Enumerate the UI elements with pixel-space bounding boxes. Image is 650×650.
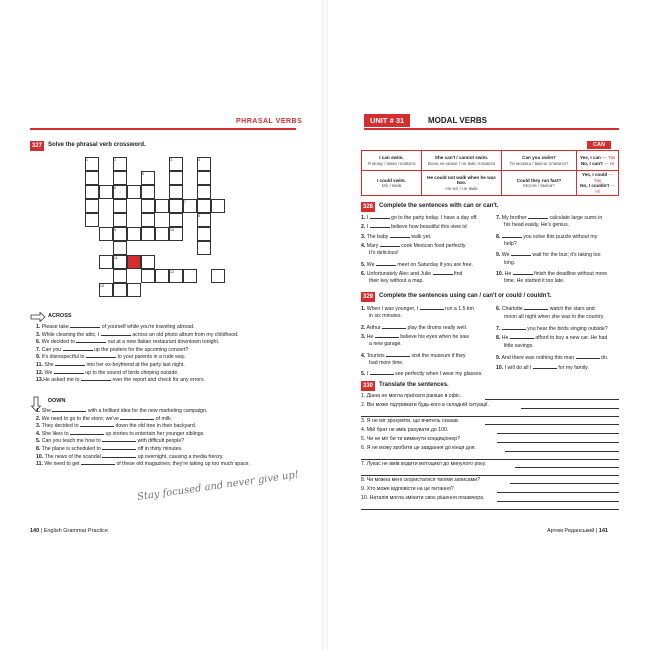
item-number: 6. bbox=[496, 306, 501, 312]
table-cell: Yes, I could — Так No, I couldn't — Ні bbox=[577, 171, 619, 196]
answer-blank[interactable] bbox=[54, 368, 84, 374]
clue-number: 13. bbox=[36, 377, 44, 384]
clue-text-end: into her ex-boyfriend at the party last night. bbox=[85, 362, 185, 368]
answer-line[interactable] bbox=[505, 451, 619, 452]
crossword-cell[interactable] bbox=[113, 171, 127, 185]
answer-line[interactable] bbox=[485, 399, 619, 400]
item-text-continued: time. He started it too late. bbox=[504, 278, 565, 285]
item-number: 8. bbox=[496, 335, 501, 342]
page-number: 141 bbox=[598, 528, 608, 534]
exercise-item bbox=[496, 353, 608, 362]
exercise-item bbox=[369, 313, 402, 320]
right-page bbox=[325, 0, 650, 650]
item-number: 4. bbox=[361, 352, 366, 359]
answer-blank[interactable] bbox=[433, 269, 453, 275]
clue-number: 7. bbox=[36, 346, 41, 353]
item-text-end: cook Mexican food perfectly. bbox=[399, 242, 467, 249]
answer-blank[interactable] bbox=[81, 459, 115, 465]
exercise-item bbox=[369, 360, 404, 367]
clue-text-end: with a brilliant idea for the new marketing campaign. bbox=[86, 408, 208, 414]
exercise-item bbox=[504, 278, 565, 285]
item-text-start: I bbox=[365, 215, 370, 221]
crossword-cell[interactable] bbox=[197, 171, 211, 185]
item-text-start: Unfortunately Alec and Julie bbox=[365, 270, 433, 277]
exercise-item bbox=[496, 250, 601, 259]
clue-number: 2. bbox=[36, 415, 41, 422]
clue-text-start: We decided to bbox=[40, 339, 77, 346]
item-text-continued: their key without a map. bbox=[369, 278, 424, 285]
crossword-clue-number: 10 bbox=[170, 227, 174, 232]
item-text-end: wait for the bus; it's taking too bbox=[530, 252, 601, 259]
answer-blank[interactable] bbox=[502, 232, 522, 238]
answer-line[interactable] bbox=[521, 408, 619, 409]
clue-number: 1. bbox=[36, 408, 41, 414]
left-footer: 140 | English Grammar Practice bbox=[30, 528, 108, 534]
exercise-title-328: Complete the sentences with can or can't. bbox=[379, 203, 499, 209]
crossword-cell[interactable] bbox=[141, 227, 155, 241]
clue-number: 11. bbox=[36, 461, 43, 468]
clue-text-end: to your parents in a rude way. bbox=[116, 354, 186, 361]
crossword-cell[interactable] bbox=[211, 269, 225, 283]
answer-line[interactable] bbox=[515, 467, 619, 468]
clue-text-start: She bbox=[40, 408, 53, 414]
answer-line[interactable] bbox=[497, 501, 619, 502]
answer-blank[interactable] bbox=[370, 213, 390, 219]
page-number: 140 bbox=[30, 528, 40, 534]
exercise-item bbox=[504, 260, 515, 267]
crossword-cell[interactable] bbox=[127, 255, 141, 269]
table-cell: Could they run fast? Могли / вміли? bbox=[502, 171, 577, 196]
crossword-cell[interactable] bbox=[169, 171, 183, 185]
item-text-end: walk yet. bbox=[409, 233, 432, 240]
answer-blank[interactable] bbox=[370, 222, 390, 228]
item-number: 6. bbox=[361, 270, 366, 277]
exercise-item bbox=[361, 241, 467, 250]
item-number: 8. bbox=[496, 233, 501, 240]
answer-line[interactable] bbox=[361, 416, 619, 417]
clue-text-start: We bbox=[43, 369, 54, 376]
crossword-cell[interactable] bbox=[113, 241, 127, 255]
clue-text-end: up the posters for the upcoming concert? bbox=[92, 346, 189, 353]
item-number: 2. bbox=[361, 324, 366, 331]
item-number: 10. bbox=[496, 364, 504, 371]
answer-line[interactable] bbox=[510, 483, 619, 484]
crossword-cell[interactable] bbox=[197, 199, 211, 213]
item-number: 3. bbox=[361, 233, 366, 240]
answer-blank[interactable] bbox=[510, 333, 534, 339]
crossword-cell[interactable] bbox=[155, 227, 169, 241]
table-cell: I can swim. Я можу / вмію плавати bbox=[362, 151, 422, 171]
answer-line[interactable] bbox=[497, 492, 619, 493]
item-text-start: When I was younger, I bbox=[365, 306, 420, 312]
translate-sentence: 7. Лукас не вмів водити мотоцикл до минулого року. bbox=[361, 461, 487, 467]
item-text-end: calculate large sums in bbox=[548, 215, 603, 221]
item-text-end: do. bbox=[599, 355, 609, 361]
crossword-clue-number: 13 bbox=[100, 283, 104, 288]
answer-blank[interactable] bbox=[511, 250, 531, 256]
exercise-item bbox=[361, 269, 462, 278]
item-text-start: Charlotte bbox=[500, 306, 525, 312]
table-cell: Can you swim? Ти можеш / вмієш плавати? bbox=[502, 151, 577, 171]
crossword-clue-number: 7 bbox=[184, 199, 186, 204]
crossword-clue-number: 1 bbox=[86, 157, 88, 162]
answer-blank[interactable] bbox=[380, 241, 400, 247]
answer-line[interactable] bbox=[497, 442, 619, 443]
answer-blank[interactable] bbox=[376, 260, 396, 266]
item-number: 1. bbox=[361, 215, 366, 221]
clue-text-start: Can you bbox=[40, 346, 63, 353]
item-text-end: for my family. bbox=[556, 364, 589, 371]
answer-blank[interactable] bbox=[533, 363, 557, 369]
crossword-cell[interactable] bbox=[99, 227, 113, 241]
item-text-continued: had more time. bbox=[369, 359, 404, 366]
item-number: 3. bbox=[361, 333, 366, 340]
answer-blank[interactable] bbox=[102, 436, 136, 442]
exercise-number-329: 329 bbox=[363, 294, 374, 300]
clue-item bbox=[36, 375, 205, 384]
translate-sentence: 10. Наталія могла змінити своє рішення позавчора. bbox=[361, 495, 485, 501]
exercise-item bbox=[504, 343, 534, 350]
answer-blank[interactable] bbox=[76, 337, 106, 343]
item-text-end: you hear the birds singing outside? bbox=[525, 325, 608, 332]
item-text-continued: in six minutes. bbox=[369, 313, 402, 320]
item-text-end: play the drums really well. bbox=[406, 324, 468, 331]
crossword-cell[interactable] bbox=[85, 185, 99, 199]
clue-text-start: He asked me to bbox=[43, 377, 81, 384]
exercise-item bbox=[369, 278, 424, 285]
answer-blank[interactable] bbox=[81, 375, 111, 381]
exercise-item bbox=[496, 213, 602, 222]
table-cell: She can't / cannot swim. Вона не може / не вміє плавати bbox=[422, 151, 502, 171]
item-text-continued: long. bbox=[504, 259, 516, 266]
clue-number: 1. bbox=[36, 324, 41, 330]
crossword-cell[interactable] bbox=[127, 283, 141, 297]
exercise-number-330: 330 bbox=[363, 383, 374, 389]
item-text-end: meet on Saturday if you are free. bbox=[395, 261, 473, 268]
crossword-clue-number: 5 bbox=[142, 171, 144, 176]
item-text-continued: little savings. bbox=[504, 343, 534, 350]
table-row bbox=[362, 151, 619, 171]
clue-text-end: out at a new Italian restaurant downtown tonight. bbox=[106, 339, 220, 346]
exercise-number-328: 328 bbox=[363, 204, 374, 210]
item-text-start: He bbox=[500, 335, 510, 342]
exercise-title-330: Translate the sentences. bbox=[379, 382, 449, 388]
item-number: 4. bbox=[361, 242, 366, 249]
crossword-cell[interactable] bbox=[169, 199, 183, 213]
clue-text-start: The news of the scandal bbox=[43, 453, 103, 460]
clue-text-end: up to the sound of birds chirping outside. bbox=[83, 369, 179, 376]
unit-title: MODAL VERBS bbox=[428, 116, 487, 125]
crossword-cell[interactable] bbox=[127, 227, 141, 241]
clue-number: 4. bbox=[36, 430, 41, 437]
item-text-start: The baby bbox=[365, 233, 390, 240]
crossword-cell[interactable] bbox=[155, 269, 169, 283]
crossword-cell[interactable] bbox=[113, 269, 127, 283]
exercise-item bbox=[496, 363, 589, 372]
answer-blank[interactable] bbox=[502, 324, 526, 330]
answer-blank[interactable] bbox=[55, 360, 85, 366]
exercise-item bbox=[496, 304, 595, 313]
item-text-end: believe his eyes when he saw bbox=[398, 333, 469, 340]
item-text-start: I will do all I bbox=[503, 364, 533, 371]
clue-text-end: over the report and check for any errors. bbox=[111, 377, 205, 384]
clue-text-start: It's disrespectful to bbox=[40, 354, 87, 361]
answer-blank[interactable] bbox=[70, 322, 100, 328]
clue-text-start: They decided to bbox=[40, 423, 81, 430]
crossword-clue-number: 9 bbox=[114, 227, 116, 232]
crossword-cell[interactable] bbox=[99, 185, 113, 199]
answer-line[interactable] bbox=[361, 459, 619, 460]
exercise-item bbox=[361, 369, 483, 378]
exercise-item bbox=[361, 332, 469, 341]
item-text-end: find bbox=[452, 270, 463, 277]
crossword-cell[interactable] bbox=[183, 269, 197, 283]
item-text-end: watch the stars and bbox=[548, 306, 595, 312]
clue-number: 5. bbox=[36, 438, 41, 445]
crossword-cell[interactable] bbox=[141, 213, 155, 227]
item-number: 5. bbox=[361, 371, 366, 378]
translate-sentence: 6. Я не можу зробити це завдання до кінця дня. bbox=[361, 445, 476, 451]
answer-blank[interactable] bbox=[524, 304, 548, 310]
answer-blank[interactable] bbox=[382, 323, 406, 329]
exercise-item bbox=[369, 250, 399, 257]
crossword-cell[interactable] bbox=[85, 199, 99, 213]
table-row bbox=[362, 171, 619, 196]
translate-sentence: 1. Діана не могла приїхати раніше в офіс. bbox=[361, 393, 462, 399]
translate-sentence: 2. Він може підтримати будь-кого в складній ситуації. bbox=[361, 402, 489, 408]
clue-text-end: up overnight, causing a media frenzy. bbox=[136, 453, 224, 460]
table-cell: I could swim. Міг / вмів bbox=[362, 171, 422, 196]
crossword-cell[interactable] bbox=[141, 185, 155, 199]
exercise-title-329: Complete the sentences using can / can't or could / couldn't. bbox=[379, 293, 552, 299]
clue-text-end: across an old photo album from my childhood. bbox=[130, 331, 239, 338]
clue-text-end: of yourself while you're traveling abroad. bbox=[100, 324, 195, 330]
clue-number: 3. bbox=[36, 423, 41, 430]
item-text-start: My brother bbox=[500, 215, 529, 221]
exercise-item bbox=[504, 222, 569, 229]
exercise-item bbox=[369, 341, 402, 348]
crossword-cell[interactable] bbox=[197, 227, 211, 241]
answer-blank[interactable] bbox=[386, 351, 410, 357]
crossword-clue-number: 4 bbox=[198, 157, 200, 162]
item-text-end: visit the museum if they bbox=[410, 352, 466, 359]
crossword-clue-number: 3 bbox=[170, 157, 172, 162]
item-text-continued: his head easily. He's genius. bbox=[504, 222, 570, 229]
exercise-title-327: Solve the phrasal verb crossword. bbox=[48, 142, 146, 148]
item-text-continued: help? bbox=[504, 240, 517, 247]
translate-sentence: 3. Я не міг зрозуміти, що вчитель сказав. bbox=[361, 418, 460, 424]
item-text-start: Mary bbox=[365, 242, 380, 249]
exercise-item bbox=[496, 232, 597, 241]
clue-number: 6. bbox=[36, 339, 41, 346]
exercise-item bbox=[361, 323, 467, 332]
clue-text-end: up stories to entertain her younger siblings. bbox=[104, 430, 205, 437]
clue-text-start: While cleaning the attic, I bbox=[40, 331, 101, 338]
crossword-cell[interactable] bbox=[141, 269, 155, 283]
crossword-cell[interactable] bbox=[127, 185, 141, 199]
crossword-clue-number: 2 bbox=[114, 157, 116, 162]
item-text-start: I bbox=[365, 224, 370, 231]
book-title: English Grammar Practice bbox=[43, 528, 108, 534]
item-number: 5. bbox=[361, 261, 366, 268]
clue-text-start: She likes to bbox=[40, 430, 71, 437]
answer-blank[interactable] bbox=[70, 429, 104, 435]
item-text-start: We bbox=[500, 252, 511, 259]
answer-line[interactable] bbox=[497, 433, 619, 434]
exercise-item bbox=[361, 304, 474, 313]
item-number: 9. bbox=[496, 252, 501, 259]
item-text-end: you solve this puzzle without my bbox=[521, 233, 598, 240]
exercise-item bbox=[361, 222, 468, 231]
answer-blank[interactable] bbox=[63, 345, 93, 351]
clue-number: 12. bbox=[36, 369, 44, 376]
crossword-cell[interactable] bbox=[211, 199, 225, 213]
clue-text-start: Can you teach me how to bbox=[40, 438, 103, 445]
arrow-right-icon bbox=[30, 312, 46, 322]
exercise-number-327: 327 bbox=[32, 143, 43, 149]
crossword-cell[interactable] bbox=[85, 171, 99, 185]
crossword-cell[interactable] bbox=[85, 213, 99, 227]
crossword-cell[interactable] bbox=[113, 199, 127, 213]
header-rule bbox=[30, 128, 296, 130]
item-text-start: He bbox=[365, 333, 375, 340]
clue-number: 10. bbox=[36, 453, 44, 460]
crossword-cell[interactable] bbox=[169, 185, 183, 199]
crossword-cell[interactable] bbox=[113, 213, 127, 227]
clue-text-start: Please take bbox=[40, 324, 71, 330]
crossword-cell[interactable] bbox=[113, 283, 127, 297]
can-tab: CAN bbox=[587, 141, 611, 149]
crossword-cell[interactable] bbox=[99, 255, 113, 269]
answer-blank[interactable] bbox=[102, 444, 136, 450]
table-cell: He could not walk when he was two. Не міг / не вмів bbox=[422, 171, 502, 196]
item-number: 7. bbox=[496, 215, 501, 221]
item-text-start: He bbox=[503, 270, 513, 277]
item-number: 7. bbox=[496, 325, 501, 332]
answer-blank[interactable] bbox=[420, 304, 444, 310]
item-text-end: run a 1.5 km bbox=[443, 306, 474, 312]
item-number: 2. bbox=[361, 224, 366, 231]
answer-line[interactable] bbox=[361, 475, 619, 476]
crossword-clue-number: 8 bbox=[198, 213, 200, 218]
item-text-end: afford to buy a new car. He had bbox=[533, 335, 608, 342]
answer-blank[interactable] bbox=[86, 352, 116, 358]
clue-text-start: She bbox=[42, 362, 56, 368]
answer-blank[interactable] bbox=[513, 269, 533, 275]
translate-sentence: 8. Чи можна мені скористатися твоїми записами? bbox=[361, 477, 481, 483]
item-text-start: I bbox=[365, 371, 370, 378]
unit-badge: UNIT # 31 bbox=[364, 114, 410, 127]
exercise-item bbox=[504, 241, 517, 248]
item-number: 10. bbox=[496, 270, 504, 277]
translate-sentence: 5. Чи не міг би ти вимкнути кондиціонер? bbox=[361, 436, 461, 442]
crossword-cell[interactable] bbox=[155, 199, 169, 213]
item-text-continued: a new garage. bbox=[369, 341, 402, 348]
answer-blank[interactable] bbox=[52, 406, 86, 412]
item-text-end: finish the deadline without more bbox=[532, 270, 608, 277]
clue-text-start: We need to get bbox=[42, 461, 81, 468]
answer-blank[interactable] bbox=[375, 332, 399, 338]
crossword-clue-number: 12 bbox=[170, 269, 174, 274]
exercise-item bbox=[504, 314, 604, 321]
item-number: 1. bbox=[361, 306, 366, 312]
item-text-start: And there was nothing this man bbox=[500, 355, 576, 361]
translate-sentence: 9. Хто може відповісти на це питання? bbox=[361, 486, 454, 492]
exercise-item bbox=[361, 260, 473, 269]
right-footer: Артем Реданський | 141 bbox=[547, 528, 608, 534]
answer-blank[interactable] bbox=[80, 421, 114, 427]
motto: Stay focused and never give up! bbox=[136, 469, 300, 503]
item-text-continued: It's delicious! bbox=[369, 250, 399, 257]
answer-line[interactable] bbox=[361, 509, 619, 510]
item-text-start: We bbox=[365, 261, 376, 268]
clue-text-end: of milk. bbox=[154, 415, 173, 422]
exercise-item bbox=[496, 324, 608, 333]
crossword-cell[interactable] bbox=[141, 199, 155, 213]
crossword-cell[interactable] bbox=[169, 213, 183, 227]
clue-text-start: We need to go to the store; we've bbox=[40, 415, 121, 422]
table-cell: Yes, I can — Так No, I can't — Ні bbox=[577, 151, 619, 171]
clue-text-start: The plane is scheduled to bbox=[40, 446, 103, 452]
clue-number: 9. bbox=[36, 354, 41, 361]
can-could-table bbox=[361, 150, 619, 196]
across-label: ACROSS bbox=[48, 313, 72, 319]
answer-blank[interactable] bbox=[528, 213, 548, 219]
crossword-cell[interactable] bbox=[197, 185, 211, 199]
header-rule bbox=[364, 128, 619, 130]
clue-number: 8. bbox=[36, 446, 41, 452]
clue-text-end: down the old tree in their backyard. bbox=[114, 423, 197, 430]
answer-blank[interactable] bbox=[576, 353, 600, 359]
item-number: 9. bbox=[496, 355, 501, 361]
item-text-continued: moon all night when she was in the country. bbox=[504, 313, 605, 320]
item-text-start: Arthur bbox=[365, 324, 383, 331]
answer-blank[interactable] bbox=[390, 232, 410, 238]
clue-number: 3. bbox=[36, 331, 41, 338]
answer-blank[interactable] bbox=[102, 452, 136, 458]
clue-item bbox=[36, 459, 250, 468]
author-name: Артем Реданський bbox=[547, 528, 595, 534]
exercise-item bbox=[361, 351, 466, 360]
answer-blank[interactable] bbox=[101, 330, 131, 336]
crossword-cell[interactable] bbox=[141, 255, 155, 269]
crossword-cell[interactable] bbox=[197, 241, 211, 255]
section-title-phrasal-verbs: PHRASAL VERBS bbox=[236, 118, 303, 125]
crossword-clue-number: 11 bbox=[114, 255, 118, 260]
answer-blank[interactable] bbox=[120, 414, 154, 420]
clue-number: 11. bbox=[36, 362, 43, 368]
answer-line[interactable] bbox=[485, 424, 619, 425]
crossword-clue-number: 6 bbox=[114, 185, 116, 190]
exercise-item bbox=[496, 333, 607, 342]
answer-blank[interactable] bbox=[370, 369, 394, 375]
item-text-end: see perfectly when I wear my glasses. bbox=[393, 371, 483, 378]
down-label: DOWN bbox=[48, 398, 66, 404]
translate-sentence: 4. Мій брат не вміє рахувати до 100. bbox=[361, 427, 449, 433]
clue-text-end: with difficult people? bbox=[136, 438, 185, 445]
clue-text-end: off in thirty minutes. bbox=[136, 446, 183, 452]
clue-text-end: of these old magazines; they're taking up too much space. bbox=[114, 461, 251, 468]
item-text-end: believe how beautiful this view is! bbox=[389, 224, 468, 231]
exercise-item bbox=[361, 232, 431, 241]
item-text-end: go to the party today. I have a day off. bbox=[389, 215, 478, 221]
exercise-item bbox=[361, 213, 478, 222]
item-text-start: Tourists bbox=[365, 352, 386, 359]
exercise-item bbox=[496, 269, 607, 278]
